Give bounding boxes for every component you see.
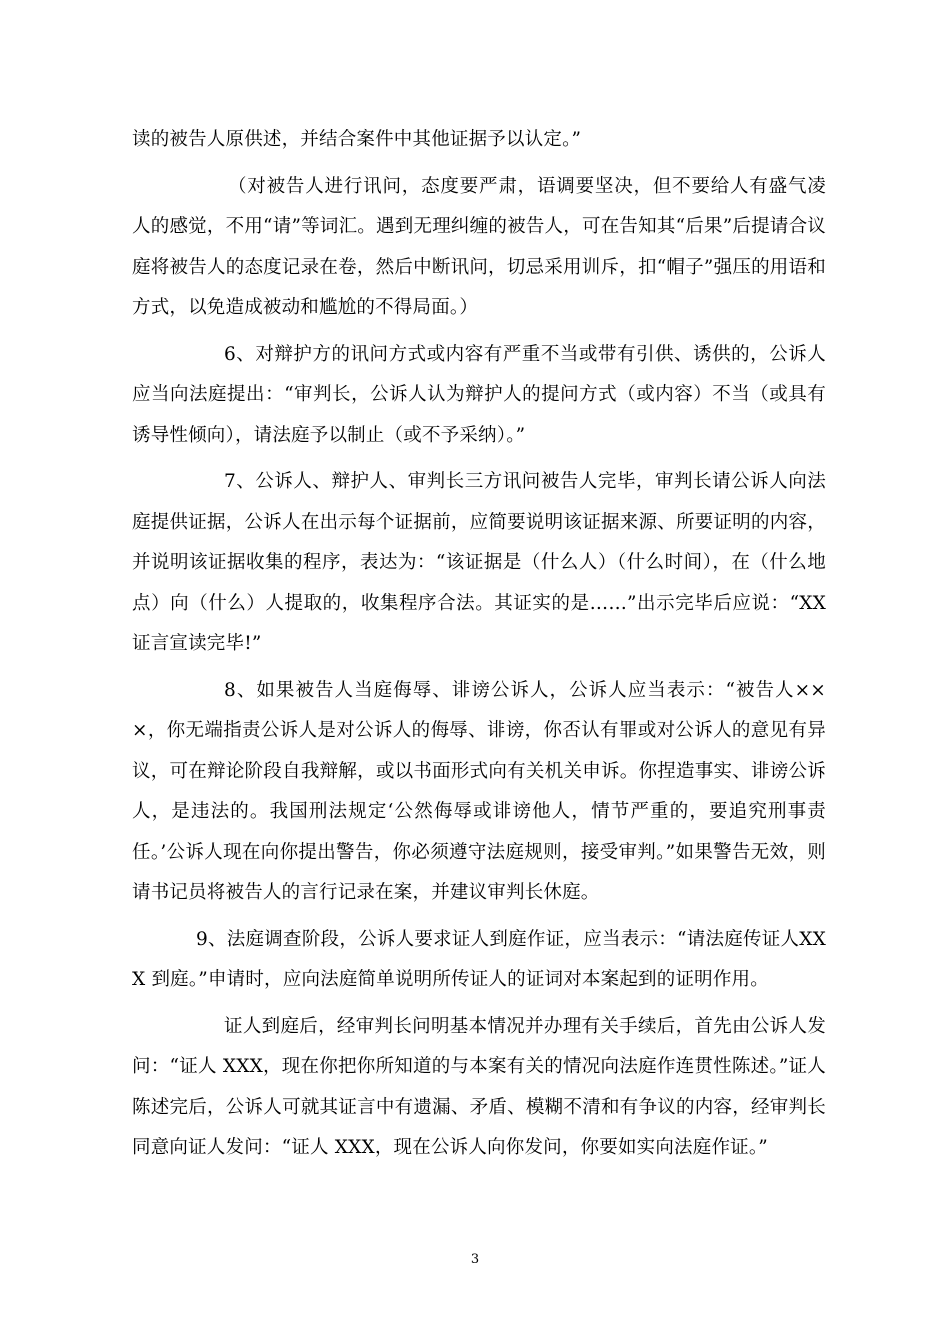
paragraph-item-7: 7、公诉人、辩护人、审判长三方讯问被告人完毕，审判长请公诉人向法庭提供证据，公诉人在出示每个证据前，应简要说明该证据来源、所要证明的内容，并说明该证据收集的程序，表达为：“该证据是（什么人）（什么时间），在（什么地点）向（什么）人提取的，收集程序合法。其证实的是……”出示完毕后应说：“XX证言宣读完毕!” bbox=[132, 471, 826, 654]
paragraph-item-8: 8、如果被告人当庭侮辱、诽谤公诉人，公诉人应当表示：“被告人×××，你无端指责公诉人是对公诉人的侮辱、诽谤，你否认有罪或对公诉人的意见有异议，可在辩论阶段自我辩解，或以书面形式向有关机关申诉。你捏造事实、诽谤公诉人，是违法的。我国刑法规定‘公然侮辱或诽谤他人，情节严重的，要追究刑事责任。’公诉人现在向你提出警告，你必须遵守法庭规则，接受审判。”如果警告无效，则请书记员将被告人的言行记录在案，并建议审判长休庭。 bbox=[132, 679, 826, 903]
paragraph-witness-questioning: 证人到庭后，经审判长问明基本情况并办理有关手续后，首先由公诉人发问：“证人 XXX，现在你把你所知道的与本案有关的情况向法庭作连贯性陈述。”证人陈述完后，公诉人可就其证言中有遗漏、矛盾、模糊不清和有争议的内容，经审判长同意向证人发问：“证人 XXX，现在公诉人向你发问，你要如实向法庭作证。” bbox=[132, 1015, 826, 1158]
paragraph-continuation: 读的被告人原供述，并结合案件中其他证据予以认定。” bbox=[132, 129, 582, 150]
page-number: 3 bbox=[470, 1252, 480, 1267]
paragraph-item-6: 6、对辩护方的讯问方式或内容有严重不当或带有引供、诱供的，公诉人应当向法庭提出：“审判长，公诉人认为辩护人的提问方式（或内容）不当（或具有诱导性倾向），请法庭予以制止（或不予采纳）。” bbox=[132, 343, 826, 446]
document-body bbox=[132, 120, 826, 1175]
paragraph-item-9: 9、法庭调查阶段，公诉人要求证人到庭作证，应当表示：“请法庭传证人XXX 到庭。”申请时，应向法庭简单说明所传证人的证词对本案起到的证明作用。 bbox=[132, 928, 826, 990]
paragraph-interrogation-note: （对被告人进行讯问，态度要严肃，语调要坚决，但不要给人有盛气凌人的感觉，不用“请”等词汇。遇到无理纠缠的被告人，可在告知其“后果”后提请合议庭将被告人的态度记录在卷，然后中断讯问，切忌采用训斥，扣“帽子”强压的用语和方式，以免造成被动和尴尬的不得局面。） bbox=[132, 175, 826, 318]
